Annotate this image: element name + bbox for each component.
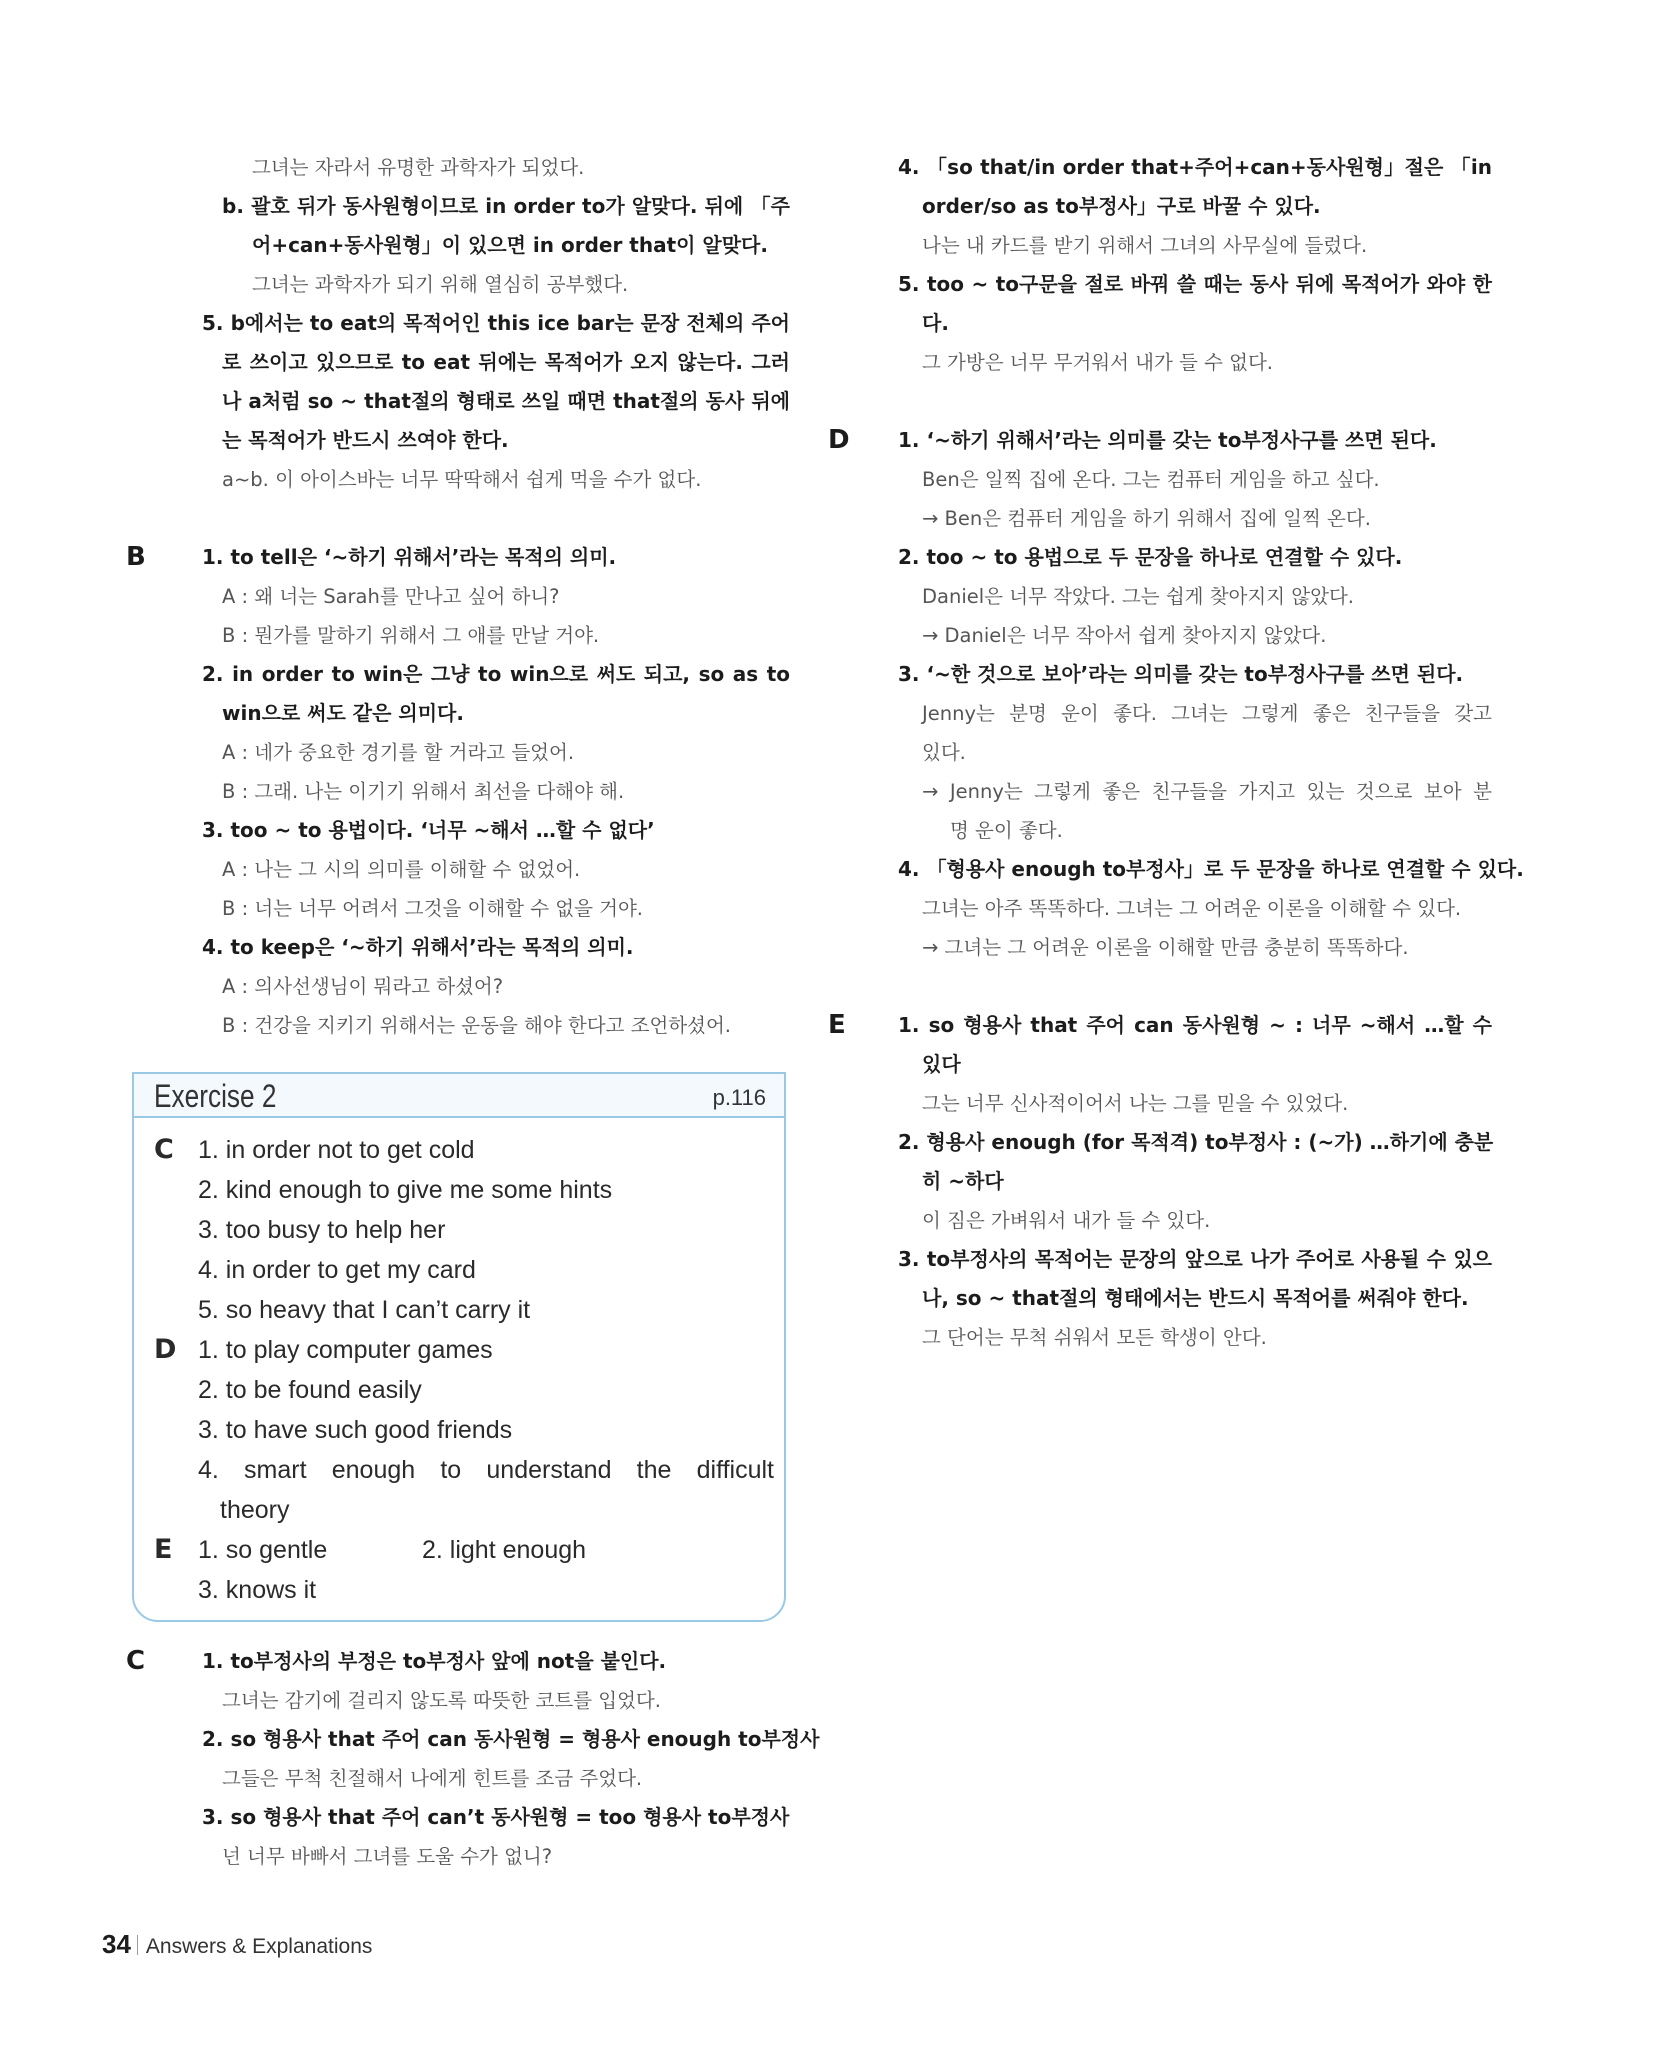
exercise-answer	[154, 1330, 774, 1370]
exercise-answer	[154, 1210, 774, 1250]
translation-line	[160, 148, 790, 187]
item-number: 5.	[202, 311, 224, 335]
line-text: 는 목적어가 반드시 쓰여야 한다.	[222, 428, 509, 452]
item-number: 1.	[898, 1013, 920, 1037]
line-text: 로 쓰이고 있으므로 to eat 뒤에는 목적어가 오지 않는다. 그러	[222, 350, 790, 374]
exercise-section-letter: C	[154, 1134, 174, 1165]
line-text: 그녀는 자라서 유명한 과학자가 되었다.	[252, 156, 585, 179]
right-column	[828, 148, 1524, 1357]
exercise-answers	[154, 1130, 774, 1610]
answers-a-continued	[160, 148, 790, 499]
section-letter: D	[828, 425, 850, 455]
line-text: 그들은 무척 친절해서 나에게 힌트를 조금 주었다.	[222, 1767, 643, 1790]
item-number: 3.	[202, 1805, 224, 1829]
answer-item	[160, 811, 790, 850]
explanation-line	[862, 187, 1492, 226]
translation-line	[160, 1681, 790, 1720]
explanation-line	[160, 382, 790, 421]
page-number: 34	[102, 1929, 131, 1959]
line-text: → Jenny는 그렇게 좋은 친구들을 가지고 있는 것으로 보아 분	[922, 780, 1492, 803]
exercise-2-box	[132, 1072, 786, 1622]
line-text: 그녀는 아주 똑똑하다. 그녀는 그 어려운 이론을 이해할 수 있다.	[922, 897, 1462, 920]
item-number: 3.	[898, 1247, 920, 1271]
line-text: 「so that/in order that+주어+can+동사원형」절은 「in	[926, 155, 1492, 179]
line-text: 다.	[922, 311, 949, 335]
item-number: 1.	[202, 1649, 224, 1673]
spacer	[862, 382, 1492, 421]
exercise-answer	[154, 1490, 774, 1530]
spacer	[862, 967, 1492, 1006]
translation-line	[160, 1837, 790, 1876]
explanation-line	[160, 694, 790, 733]
line-text: b. 괄호 뒤가 동사원형이므로 in order to가 알맞다. 뒤에 「주	[222, 194, 790, 218]
answer-item	[160, 1720, 820, 1759]
line-text: Jenny는 분명 운이 좋다. 그녀는 그렇게 좋은 친구들을 갖고	[922, 702, 1492, 725]
section-letter: C	[126, 1646, 146, 1676]
item-number: 2.	[202, 1727, 224, 1751]
line-text: too ~ to 용법이다. ‘너무 ~해서 …할 수 없다’	[230, 818, 655, 842]
exercise-answer-text: 4. smart enough to understand the difficult	[198, 1456, 774, 1484]
line-text: so 형용사 that 주어 can 동사원형 = 형용사 enough to부정사	[230, 1727, 820, 1751]
translation-line	[160, 265, 790, 304]
line-text: → Daniel은 너무 작아서 쉽게 찾아지지 않았다.	[922, 624, 1327, 647]
translation-line	[160, 733, 790, 772]
translation-line	[160, 460, 790, 499]
line-text: to부정사의 목적어는 문장의 앞으로 나가 주어로 사용될 수 있으	[926, 1247, 1492, 1271]
line-text: Daniel은 너무 작았다. 그는 쉽게 찾아지지 않았다.	[922, 585, 1354, 608]
translation-line	[160, 1759, 790, 1798]
exercise-section-letter: E	[154, 1534, 173, 1565]
exercise-answer	[154, 1450, 774, 1490]
line-text: 「형용사 enough to부정사」로 두 문장을 하나로 연결할 수 있다.	[926, 857, 1524, 881]
exercise-answer	[154, 1290, 774, 1330]
exercise-section-letter: D	[154, 1334, 177, 1365]
exercise-answer-text: 1. in order not to get cold	[198, 1136, 475, 1164]
line-text: a~b. 이 아이스바는 너무 딱딱해서 쉽게 먹을 수가 없다.	[222, 468, 702, 491]
translation-line	[862, 226, 1492, 265]
line-text: 있다.	[922, 741, 966, 764]
answer-item	[862, 148, 1492, 187]
footer-divider	[137, 1935, 138, 1955]
exercise-answer	[154, 1250, 774, 1290]
line-text: Ben은 일찍 집에 온다. 그는 컴퓨터 게임을 하고 싶다.	[922, 468, 1380, 491]
answer-item	[862, 538, 1492, 577]
translation-line	[160, 967, 790, 1006]
answer-item	[828, 1006, 1492, 1045]
explanation-line	[160, 343, 790, 382]
exercise-answer-text: 1. so gentle	[198, 1536, 328, 1564]
exercise-answer	[154, 1370, 774, 1410]
line-text: to부정사의 부정은 to부정사 앞에 not을 붙인다.	[230, 1649, 667, 1673]
exercise-answer	[154, 1570, 774, 1610]
line-text: so 형용사 that 주어 can’t 동사원형 = too 형용사 to부정사	[230, 1805, 790, 1829]
answer-item	[828, 421, 1492, 460]
line-text: 그는 너무 신사적이어서 나는 그를 믿을 수 있었다.	[922, 1092, 1349, 1115]
exercise-answer-text: 3. to have such good friends	[198, 1416, 513, 1444]
translation-line	[862, 928, 1492, 967]
exercise-answer-text: 2. to be found easily	[198, 1376, 422, 1404]
answer-item	[862, 850, 1524, 889]
exercise-answer-text: theory	[220, 1496, 290, 1524]
line-text: too ~ to구문을 절로 바꿔 쓸 때는 동사 뒤에 목적어가 와야 한	[927, 272, 1492, 296]
exercise-answer	[154, 1410, 774, 1450]
explanation-line	[160, 187, 790, 226]
exercise-answer	[154, 1530, 774, 1570]
translation-line	[862, 499, 1492, 538]
line-text: to keep은 ‘~하기 위해서’라는 목적의 의미.	[230, 935, 634, 959]
footer-label: Answers & Explanations	[145, 1935, 373, 1958]
item-number: 2.	[202, 662, 224, 686]
line-text: B : 뭔가를 말하기 위해서 그 애를 만날 거야.	[222, 624, 600, 647]
explanation-line	[862, 304, 1492, 343]
exercise-answer	[154, 1170, 774, 1210]
section-letter: E	[828, 1010, 846, 1040]
translation-line	[862, 343, 1492, 382]
line-text: → Ben은 컴퓨터 게임을 하기 위해서 집에 일찍 온다.	[922, 507, 1371, 530]
exercise-answer-text: 5. so heavy that I can’t carry it	[198, 1296, 531, 1324]
line-text: B : 그래. 나는 이기기 위해서 최선을 다해야 해.	[222, 780, 625, 803]
exercise-answer-text: 2. light enough	[422, 1536, 587, 1564]
line-text: ‘~한 것으로 보아’라는 의미를 갖는 to부정사구를 쓰면 된다.	[926, 662, 1464, 686]
translation-line	[862, 1084, 1492, 1123]
line-text: 형용사 enough (for 목적격) to부정사 : (~가) …하기에 충분	[926, 1130, 1494, 1154]
line-text: 어+can+동사원형」이 있으면 in order that이 알맞다.	[252, 233, 768, 257]
line-text: too ~ to 용법으로 두 문장을 하나로 연결할 수 있다.	[926, 545, 1403, 569]
exercise-answer-text: 3. knows it	[198, 1576, 317, 1604]
translation-line	[862, 460, 1492, 499]
answer-item	[862, 1123, 1492, 1162]
left-column	[126, 148, 790, 1045]
item-number: 3.	[202, 818, 224, 842]
translation-line	[160, 889, 790, 928]
exercise-answer-text: 3. too busy to help her	[198, 1216, 446, 1244]
line-text: → 그녀는 그 어려운 이론을 이해할 만큼 충분히 똑똑하다.	[922, 936, 1409, 959]
answer-item	[126, 538, 790, 577]
line-text: order/so as to부정사」구로 바꿀 수 있다.	[922, 194, 1321, 218]
line-text: 그 가방은 너무 무거워서 내가 들 수 없다.	[922, 351, 1273, 374]
explanation-line	[862, 1279, 1492, 1318]
answer-item	[862, 265, 1492, 304]
exercise-answer-text: 1. to play computer games	[198, 1336, 493, 1364]
item-number: 4.	[898, 155, 920, 179]
translation-line	[862, 1318, 1492, 1357]
translation-line	[160, 772, 790, 811]
translation-line	[862, 889, 1492, 928]
line-text: B : 건강을 지키기 위해서는 운동을 해야 한다고 조언하셨어.	[222, 1014, 731, 1037]
exercise-answer-text: 4. in order to get my card	[198, 1256, 476, 1284]
translation-line	[862, 772, 1492, 811]
line-text: A : 의사선생님이 뭐라고 하셨어?	[222, 975, 504, 998]
answers-b	[126, 538, 790, 1045]
translation-line	[862, 1201, 1492, 1240]
line-text: 히 ~하다	[922, 1169, 1004, 1193]
section-letter: B	[126, 542, 146, 572]
item-number: 5.	[898, 272, 920, 296]
line-text: 있다	[922, 1052, 961, 1076]
exercise-page-ref: p.116	[712, 1085, 766, 1110]
line-text: ‘~하기 위해서’라는 의미를 갖는 to부정사구를 쓰면 된다.	[926, 428, 1437, 452]
translation-line	[862, 733, 1492, 772]
answer-item	[862, 655, 1492, 694]
line-text: 넌 너무 바빠서 그녀를 도울 수가 없니?	[222, 1845, 553, 1868]
translation-line	[160, 616, 790, 655]
answer-item	[862, 1240, 1492, 1279]
item-number: 4.	[202, 935, 224, 959]
line-text: 나는 내 카드를 받기 위해서 그녀의 사무실에 들렀다.	[922, 234, 1368, 257]
explanation-line	[160, 421, 790, 460]
line-text: 명 운이 좋다.	[950, 819, 1063, 842]
translation-line	[862, 577, 1492, 616]
item-number: 3.	[898, 662, 920, 686]
translation-line	[862, 694, 1492, 733]
answer-item	[160, 655, 790, 694]
line-text: to tell은 ‘~하기 위해서’라는 목적의 의미.	[230, 545, 617, 569]
explanation-line	[862, 1162, 1492, 1201]
exercise-answer-text: 2. kind enough to give me some hints	[198, 1176, 613, 1204]
translation-line	[160, 850, 790, 889]
line-text: so 형용사 that 주어 can 동사원형 ~ : 너무 ~해서 …할 수	[928, 1013, 1492, 1037]
line-text: in order to win은 그냥 to win으로 써도 되고, so as to	[232, 662, 790, 686]
translation-line	[862, 616, 1492, 655]
answer-item	[160, 1798, 790, 1837]
exercise-header	[134, 1074, 784, 1118]
line-text: 이 짐은 가벼워서 내가 들 수 있다.	[922, 1209, 1211, 1232]
line-text: A : 네가 중요한 경기를 할 거라고 들었어.	[222, 741, 575, 764]
answer-item	[160, 304, 790, 343]
line-text: 나, so ~ that절의 형태에서는 반드시 목적어를 써줘야 한다.	[922, 1286, 1469, 1310]
translation-line	[862, 811, 1492, 850]
item-number: 2.	[898, 1130, 920, 1154]
page-footer	[102, 1926, 372, 1962]
item-number: 1.	[202, 545, 224, 569]
line-text: win으로 써도 같은 의미다.	[222, 701, 464, 725]
item-number: 4.	[898, 857, 920, 881]
line-text: 나 a처럼 so ~ that절의 형태로 쓰일 때면 that절의 동사 뒤에	[222, 389, 790, 413]
line-text: 그녀는 감기에 걸리지 않도록 따뜻한 코트를 입었다.	[222, 1689, 661, 1712]
line-text: b에서는 to eat의 목적어인 this ice bar는 문장 전체의 주어	[230, 311, 790, 335]
answer-item	[126, 1642, 790, 1681]
exercise-title: Exercise 2	[154, 1078, 277, 1114]
item-number: 1.	[898, 428, 920, 452]
line-text: 그 단어는 무척 쉬워서 모든 학생이 안다.	[922, 1326, 1267, 1349]
explanation-line	[862, 1045, 1492, 1084]
line-text: B : 너는 너무 어려서 그것을 이해할 수 없을 거야.	[222, 897, 643, 920]
answers-c	[126, 1642, 820, 1876]
line-text: 그녀는 과학자가 되기 위해 열심히 공부했다.	[252, 273, 629, 296]
item-number: 2.	[898, 545, 920, 569]
line-text: A : 왜 너는 Sarah를 만나고 싶어 하니?	[222, 585, 560, 608]
explanation-line	[160, 226, 790, 265]
translation-line	[160, 577, 790, 616]
line-text: A : 나는 그 시의 의미를 이해할 수 없었어.	[222, 858, 581, 881]
answer-item	[160, 928, 790, 967]
translation-line	[160, 1006, 790, 1045]
exercise-answer	[154, 1130, 774, 1170]
